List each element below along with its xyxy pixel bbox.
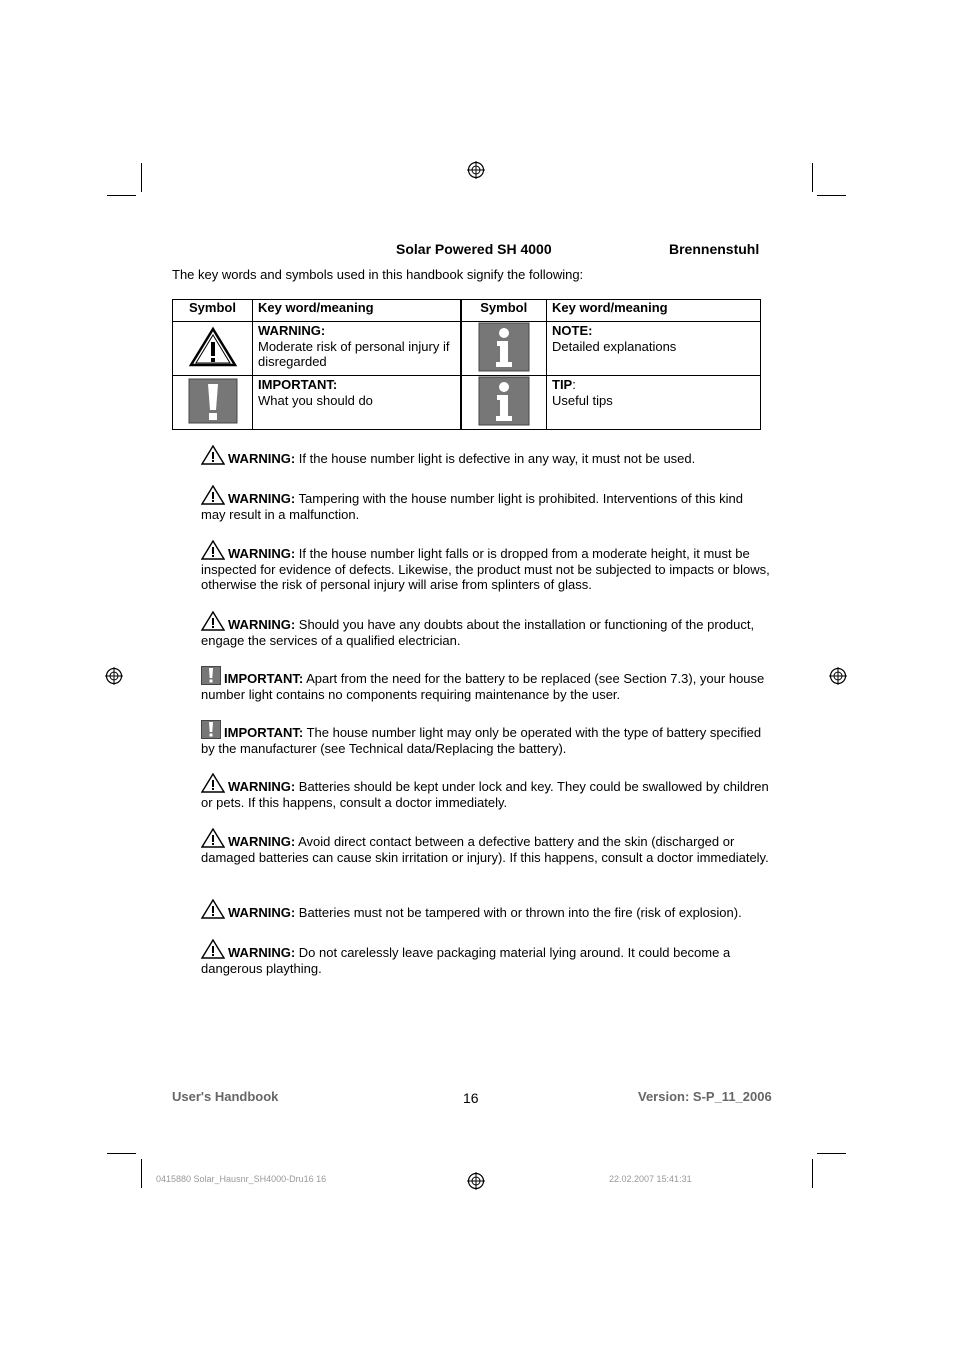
safety-note bbox=[201, 773, 771, 810]
warning-triangle-icon bbox=[188, 326, 238, 368]
table-row bbox=[173, 376, 761, 430]
warning-triangle-icon bbox=[201, 611, 225, 631]
footer-version: Version: S-P_11_2006 bbox=[638, 1089, 772, 1104]
note-label: WARNING: bbox=[228, 905, 296, 920]
note-text: Batteries must not be tampered with or thrown into the fire (risk of explosion). bbox=[295, 905, 742, 920]
note-label: WARNING: bbox=[228, 546, 296, 561]
note-text: If the house number light is defective in any way, it must not be used. bbox=[295, 451, 696, 466]
table-header-row bbox=[173, 300, 761, 322]
safety-note bbox=[201, 445, 771, 467]
symbol-cell bbox=[461, 322, 547, 376]
crop-mark bbox=[812, 163, 813, 192]
crop-mark bbox=[141, 1159, 142, 1188]
note-text: Avoid direct contact between a defective battery and the skin (discharged or damaged batteries can cause skin irritation or injury). If this happens, consult a doctor immediately. bbox=[201, 834, 769, 865]
registration-mark-icon bbox=[467, 1172, 485, 1190]
key-word-meaning: What you should do bbox=[258, 392, 373, 408]
note-label: IMPORTANT: bbox=[224, 725, 304, 740]
safety-note bbox=[201, 611, 771, 648]
key-word-cell bbox=[547, 322, 761, 376]
warning-triangle-icon bbox=[201, 828, 225, 848]
warning-triangle-icon bbox=[201, 899, 225, 919]
registration-mark-icon bbox=[467, 161, 485, 179]
crop-mark bbox=[107, 195, 136, 196]
key-word-meaning: Moderate risk of personal injury if disregarded bbox=[258, 338, 450, 369]
product-title: Solar Powered SH 4000 bbox=[396, 241, 552, 257]
key-word-table bbox=[172, 299, 761, 430]
warning-triangle-icon bbox=[201, 485, 225, 505]
crop-mark bbox=[141, 163, 142, 192]
note-label: WARNING: bbox=[228, 834, 296, 849]
column-header: Symbol bbox=[461, 300, 547, 322]
footer-handbook-label: User's Handbook bbox=[172, 1089, 279, 1104]
exclamation-box-icon bbox=[201, 666, 221, 685]
crop-mark bbox=[107, 1153, 136, 1154]
crop-mark bbox=[817, 1153, 846, 1154]
warning-triangle-icon bbox=[201, 445, 225, 465]
note-text: Batteries should be kept under lock and key. They could be swallowed by children or pets. If this happens, consult a doctor immediately. bbox=[201, 779, 769, 810]
brand-name: Brennenstuhl bbox=[669, 241, 760, 257]
registration-mark-icon bbox=[829, 667, 847, 685]
safety-note bbox=[201, 485, 771, 522]
note-label: WARNING: bbox=[228, 779, 296, 794]
key-word-meaning: Useful tips bbox=[552, 392, 613, 408]
note-label: WARNING: bbox=[228, 945, 296, 960]
note-label: WARNING: bbox=[228, 451, 296, 466]
symbol-cell bbox=[173, 376, 253, 430]
note-label: WARNING: bbox=[228, 617, 296, 632]
key-word-cell bbox=[547, 376, 761, 430]
column-header: Symbol bbox=[173, 300, 253, 322]
crop-mark bbox=[817, 195, 846, 196]
exclamation-box-icon bbox=[188, 378, 238, 424]
key-word-cell bbox=[253, 376, 461, 430]
key-word-cell bbox=[253, 322, 461, 376]
key-word-title: IMPORTANT: bbox=[258, 377, 338, 392]
warning-triangle-icon bbox=[201, 540, 225, 560]
note-label: WARNING: bbox=[228, 491, 296, 506]
key-word-title: NOTE: bbox=[552, 323, 593, 338]
warning-triangle-icon bbox=[201, 939, 225, 959]
safety-note bbox=[201, 720, 771, 756]
table-row bbox=[173, 322, 761, 376]
key-word-meaning: Detailed explanations bbox=[552, 338, 677, 354]
note-text: Apart from the need for the battery to be replaced (see Section 7.3), your house number light contains no components requiring maintenance by the user. bbox=[201, 671, 765, 702]
column-header: Key word/meaning bbox=[547, 300, 761, 322]
key-word-title: TIP: bbox=[552, 377, 576, 392]
intro-text: The key words and symbols used in this handbook signify the following: bbox=[172, 267, 584, 282]
note-text: Should you have any doubts about the installation or functioning of the product, engage the services of a qualified electrician. bbox=[201, 617, 755, 648]
exclamation-box-icon bbox=[201, 720, 221, 739]
safety-note bbox=[201, 899, 771, 921]
note-text: The house number light may only be operated with the type of battery specified by the manufacturer (see Technical data/Replacing the battery). bbox=[201, 725, 762, 756]
note-text: Tampering with the house number light is prohibited. Interventions of this kind may result in a malfunction. bbox=[201, 491, 743, 522]
note-label: IMPORTANT: bbox=[224, 671, 304, 686]
safety-note bbox=[201, 666, 771, 702]
registration-mark-icon bbox=[105, 667, 123, 685]
symbol-cell bbox=[461, 376, 547, 430]
column-header: Key word/meaning bbox=[253, 300, 461, 322]
safety-note bbox=[201, 540, 771, 593]
info-icon bbox=[478, 376, 530, 426]
print-slug-timestamp: 22.02.2007 15:41:31 bbox=[609, 1174, 692, 1184]
crop-mark bbox=[812, 1159, 813, 1188]
warning-triangle-icon bbox=[201, 773, 225, 793]
key-word-title: WARNING: bbox=[258, 323, 326, 338]
symbol-cell bbox=[173, 322, 253, 376]
safety-note bbox=[201, 939, 771, 976]
safety-note bbox=[201, 828, 771, 865]
note-text: If the house number light falls or is dropped from a moderate height, it must be inspected for evidence of defects. Likewise, the product must not be subjected to impacts or blows, otherwise the risk of personal injury will arise from splinters of glass. bbox=[201, 546, 770, 592]
page-number: 16 bbox=[463, 1090, 479, 1106]
print-slug-file: 0415880 Solar_Hausnr_SH4000-Dru16 16 bbox=[156, 1174, 327, 1184]
note-text: Do not carelessly leave packaging material lying around. It could become a dangerous plaything. bbox=[201, 945, 731, 976]
info-icon bbox=[478, 322, 530, 372]
